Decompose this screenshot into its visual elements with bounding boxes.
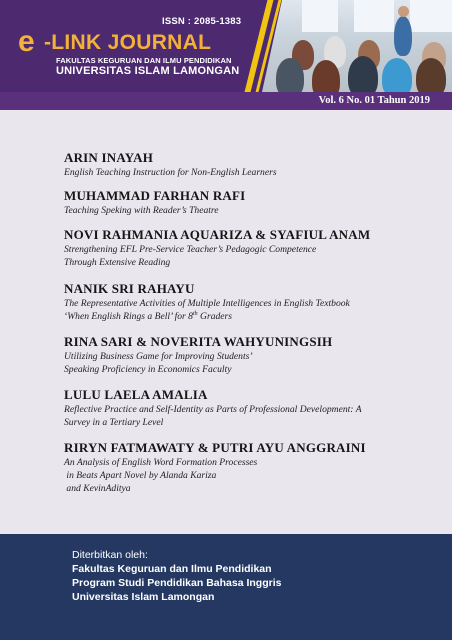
student-figure bbox=[348, 56, 378, 92]
volume-issue: Vol. 6 No. 01 Tahun 2019 bbox=[318, 95, 430, 106]
journal-header bbox=[0, 0, 452, 92]
article-author: NANIK SRI RAHAYU bbox=[64, 281, 195, 296]
article-title: Utilizing Business Game for Improving Students’ Speaking Proficiency in Economics Faculty bbox=[64, 351, 253, 375]
article-title: English Teaching Instruction for Non-English Learners bbox=[64, 167, 277, 178]
publisher-faculty: Fakultas Keguruan dan Ilmu Pendidikan bbox=[72, 563, 272, 575]
article-author: ARIN INAYAH bbox=[64, 150, 154, 165]
ordinal-suffix: th bbox=[192, 310, 198, 317]
publisher-program: Program Studi Pendidikan Bahasa Inggris bbox=[72, 577, 282, 589]
published-by-label: Diterbitkan oleh: bbox=[72, 549, 148, 561]
window bbox=[354, 0, 394, 32]
article-title: Reflective Practice and Self-Identity as Parts of Professional Development: A Survey in a Tertiary Level bbox=[64, 404, 362, 428]
window bbox=[302, 0, 338, 32]
window bbox=[410, 0, 452, 32]
university-name: UNIVERSITAS ISLAM LAMONGAN bbox=[56, 65, 240, 77]
student-figure bbox=[312, 60, 340, 92]
article-entry bbox=[64, 188, 404, 217]
article-entry bbox=[64, 387, 404, 429]
student-figure bbox=[276, 58, 304, 92]
article-author: LULU LAELA AMALIA bbox=[64, 387, 208, 402]
teacher-figure bbox=[394, 16, 412, 56]
article-author: RINA SARI & NOVERITA WAHYUNINGSIH bbox=[64, 334, 333, 349]
student-figure bbox=[382, 58, 412, 92]
faculty-name: FAKULTAS KEGURUAN DAN ILMU PENDIDIKAN bbox=[56, 56, 232, 65]
issn-number: ISSN : 2085-1383 bbox=[162, 16, 242, 27]
teacher-head bbox=[398, 6, 409, 17]
classroom-photo bbox=[262, 0, 452, 92]
publisher-university: Universitas Islam Lamongan bbox=[72, 591, 215, 603]
logo-letter-e: e bbox=[18, 25, 35, 58]
article-entry bbox=[64, 150, 404, 179]
article-entry bbox=[64, 281, 404, 323]
article-title: Strengthening EFL Pre-Service Teacher’s Pedagogic Competence Through Extensive Reading bbox=[64, 244, 317, 268]
article-entry bbox=[64, 334, 404, 376]
article-author: RIRYN FATMAWATY & PUTRI AYU ANGGRAINI bbox=[64, 440, 366, 455]
article-author: NOVI RAHMANIA AQUARIZA & SYAFIUL ANAM bbox=[64, 227, 371, 242]
article-entry bbox=[64, 227, 404, 269]
logo-wordmark: -LINK JOURNAL bbox=[44, 31, 212, 54]
article-title: Teaching Speking with Reader’s Theatre bbox=[64, 205, 219, 216]
article-title: The Representative Activities of Multiple Intelligences in English Textbook ‘When English Rings a Bell’ for 8th Graders bbox=[64, 298, 350, 322]
article-entry bbox=[64, 440, 404, 495]
student-figure bbox=[416, 58, 446, 92]
article-author: MUHAMMAD FARHAN RAFI bbox=[64, 188, 246, 203]
article-title: An Analysis of English Word Formation Processes in Beats Apart Novel by Alanda Kariza and KevinAditya bbox=[64, 457, 258, 494]
